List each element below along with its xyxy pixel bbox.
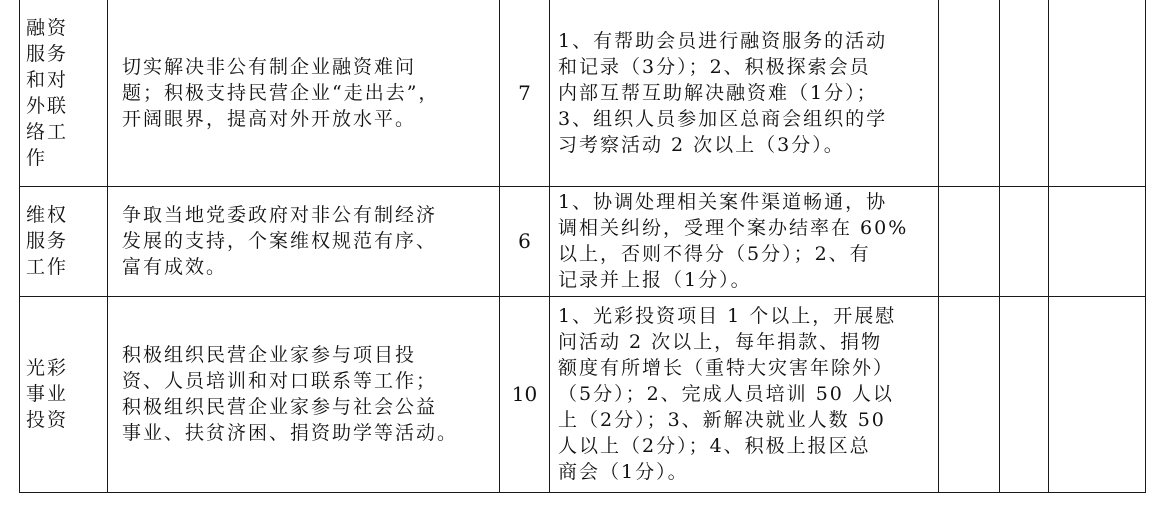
criteria-cell (550, 186, 939, 296)
category-line: 融资 (26, 16, 69, 39)
goal-line: 富有成效。 (122, 256, 228, 278)
goal-cell (108, 0, 500, 186)
criteria-line: 习考察活动 2 次以上（3分）。 (558, 133, 845, 156)
category-line: 作 (26, 146, 48, 169)
goal-line: 积极组织民营企业家参与社会公益 (122, 396, 438, 418)
blank-cell (1000, 0, 1049, 186)
score-cell: 10 (500, 296, 550, 492)
category-cell (20, 0, 108, 186)
goal-line: 事业、扶贫济困、捐资助学等活动。 (122, 422, 459, 444)
blank-cell (939, 186, 1000, 296)
blank-cell (1049, 296, 1146, 492)
blank-cell (939, 0, 1000, 186)
category-line: 服务 (26, 230, 69, 252)
category-line: 服务 (26, 42, 69, 65)
goal-cell (108, 186, 500, 296)
criteria-line: 人以上（2分）；4、积极上报区总 (558, 435, 871, 457)
category-line: 络工 (26, 120, 69, 143)
criteria-line: （5分）；2、完成人员培训 50 人以 (558, 383, 894, 405)
criteria-line: 和记录（3分）；2、积极探索会员 (558, 55, 871, 78)
score-cell: 6 (500, 186, 550, 296)
blank-cell (1000, 186, 1049, 296)
score-cell: 7 (500, 0, 550, 186)
category-line: 维权 (26, 204, 69, 226)
criteria-line: 商会（1分）。 (558, 461, 689, 483)
criteria-cell (550, 296, 939, 492)
category-line: 工作 (26, 256, 69, 278)
criteria-line: 3、组织人员参加区总商会组织的学 (558, 107, 888, 130)
goal-line: 积极组织民营企业家参与项目投 (122, 344, 417, 366)
criteria-line: 调相关纠纷，受理个案办结率在 60% (558, 217, 909, 239)
blank-cell (1000, 296, 1049, 492)
goal-line: 开阔眼界，提高对外开放水平。 (122, 107, 417, 130)
goal-cell (108, 296, 500, 492)
criteria-line: 额度有所增长（重特大灾害年除外） (558, 357, 895, 379)
category-line: 外联 (26, 94, 69, 117)
goal-line: 切实解决非公有制企业融资难问 (122, 55, 417, 78)
evaluation-table-container (19, 0, 1145, 493)
table-row (20, 296, 1146, 492)
criteria-line: 上（2分）；3、新解决就业人数 50 (558, 409, 886, 431)
criteria-cell (550, 0, 939, 186)
category-line: 事业 (26, 383, 69, 405)
goal-line: 争取当地党委政府对非公有制经济 (122, 204, 438, 226)
category-line: 投资 (26, 409, 69, 431)
criteria-line: 1、有帮助会员进行融资服务的活动 (558, 29, 888, 52)
criteria-line: 1、光彩投资项目 1 个以上，开展慰 (558, 305, 897, 327)
category-cell (20, 296, 108, 492)
evaluation-table (19, 0, 1146, 493)
category-line: 光彩 (26, 357, 69, 379)
criteria-line: 内部互帮互助解决融资难（1分）； (558, 81, 878, 104)
category-line: 和对 (26, 68, 69, 91)
table-row (20, 186, 1146, 296)
blank-cell (939, 296, 1000, 492)
goal-line: 题；积极支持民营企业“走出去”， (122, 81, 440, 104)
goal-line: 发展的支持，个案维权规范有序、 (122, 230, 438, 252)
blank-cell (1049, 186, 1146, 296)
category-cell (20, 186, 108, 296)
criteria-line: 记录并上报（1分）。 (558, 269, 752, 291)
goal-line: 资、人员培训和对口联系等工作； (122, 370, 438, 392)
blank-cell (1049, 0, 1146, 186)
criteria-line: 以上，否则不得分（5分）；2、有 (558, 243, 871, 265)
criteria-line: 问活动 2 次以上，每年捐款、捐物 (558, 331, 883, 353)
criteria-line: 1、协调处理相关案件渠道畅通，协 (558, 191, 888, 213)
table-row (20, 0, 1146, 186)
